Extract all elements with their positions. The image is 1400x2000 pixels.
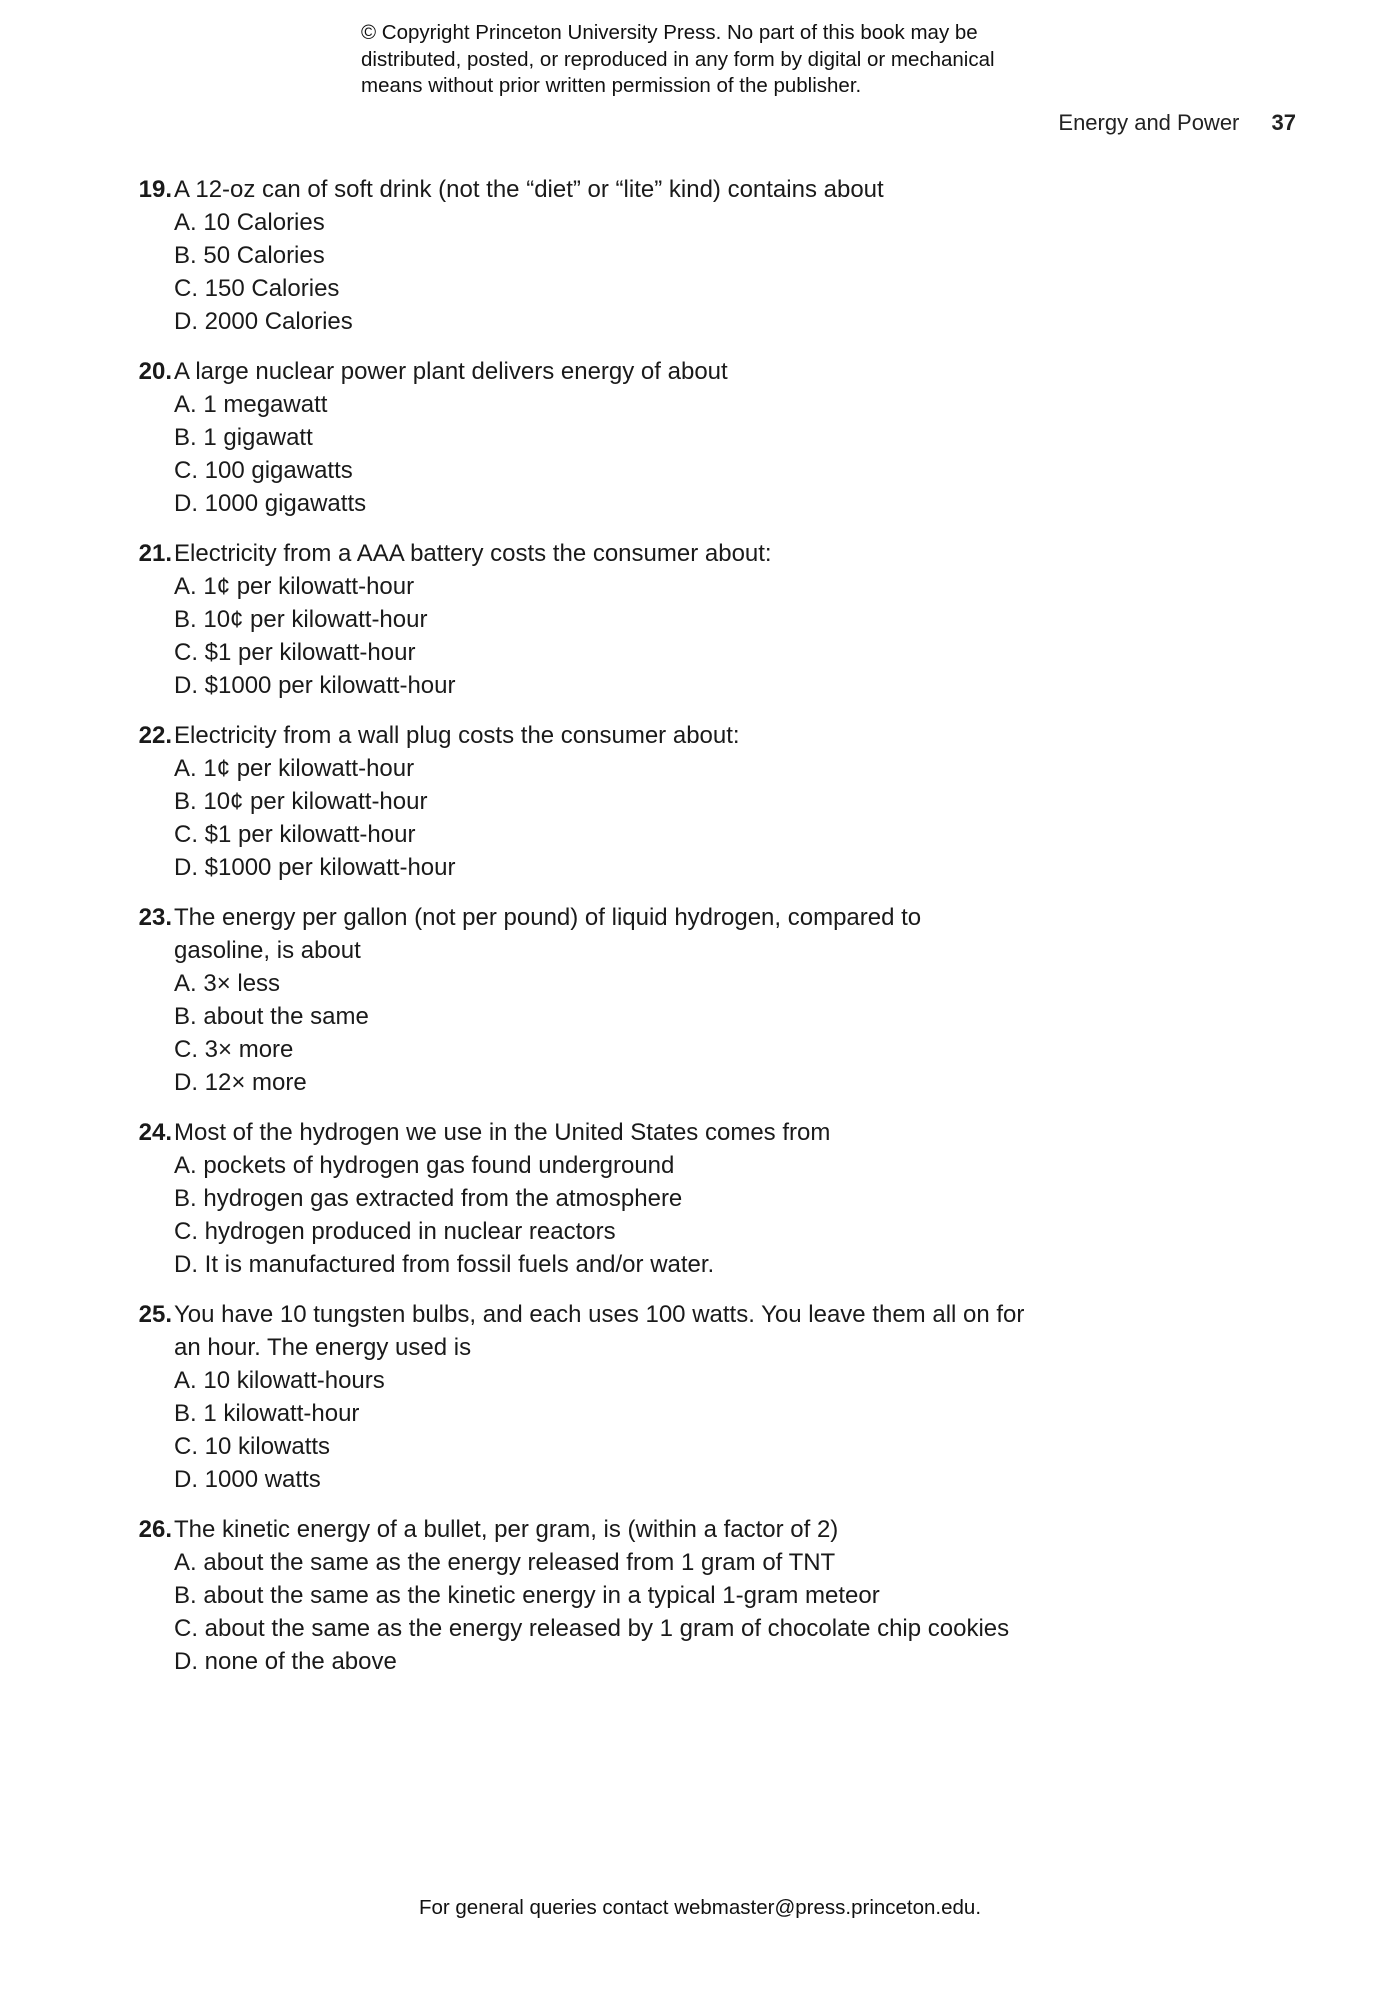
question-number: 24. (138, 1119, 172, 1146)
answer-option: C. hydrogen produced in nuclear reactors (174, 1218, 616, 1245)
answer-option: B. hydrogen gas extracted from the atmosphere (174, 1185, 683, 1212)
answer-option: A. 10 Calories (174, 209, 325, 236)
question-stem: an hour. The energy used is (174, 1334, 472, 1361)
answer-option: D. It is manufactured from fossil fuels and/or water. (174, 1251, 715, 1278)
running-head (1058, 110, 1296, 136)
question-item (132, 1298, 1092, 1496)
copyright-notice (361, 20, 1081, 100)
question-number: 23. (138, 904, 172, 931)
question-stem: Electricity from a wall plug costs the consumer about: (174, 722, 740, 749)
question-number: 19. (138, 176, 172, 203)
question-item (132, 173, 1092, 338)
answer-option: B. 10¢ per kilowatt-hour (174, 606, 428, 633)
question-stem: The kinetic energy of a bullet, per gram, is (within a factor of 2) (174, 1516, 839, 1543)
copyright-line: means without prior written permission of the publisher. (361, 74, 862, 97)
question-number: 25. (138, 1301, 172, 1328)
question-list (132, 173, 1092, 1695)
answer-option: A. 1¢ per kilowatt-hour (174, 755, 415, 782)
question-stem: A large nuclear power plant delivers energy of about (174, 358, 728, 385)
question-stem: A 12-oz can of soft drink (not the “diet” or “lite” kind) contains about (174, 176, 884, 203)
question-item (132, 537, 1092, 702)
answer-option: C. $1 per kilowatt-hour (174, 639, 416, 666)
question-stem: The energy per gallon (not per pound) of liquid hydrogen, compared to (174, 904, 922, 931)
answer-option: D. 2000 Calories (174, 308, 353, 335)
answer-option: A. 1 megawatt (174, 391, 328, 418)
copyright-line: © Copyright Princeton University Press. No part of this book may be (361, 21, 978, 44)
answer-option: B. 1 kilowatt-hour (174, 1400, 360, 1427)
question-number: 26. (138, 1516, 172, 1543)
answer-option: C. 3× more (174, 1036, 294, 1063)
question-item (132, 719, 1092, 884)
answer-option: C. 150 Calories (174, 275, 340, 302)
answer-option: C. $1 per kilowatt-hour (174, 821, 416, 848)
question-stem: You have 10 tungsten bulbs, and each uses 100 watts. You leave them all on for (174, 1301, 1025, 1328)
answer-option: B. about the same (174, 1003, 369, 1030)
answer-option: B. about the same as the kinetic energy in a typical 1-gram meteor (174, 1582, 880, 1609)
answer-option: B. 10¢ per kilowatt-hour (174, 788, 428, 815)
chapter-title: Energy and Power (1058, 110, 1240, 135)
page-number: 37 (1271, 110, 1296, 135)
answer-option: C. 100 gigawatts (174, 457, 353, 484)
answer-option: A. 10 kilowatt-hours (174, 1367, 385, 1394)
answer-option: D. $1000 per kilowatt-hour (174, 672, 456, 699)
answer-option: D. 1000 watts (174, 1466, 321, 1493)
answer-option: C. about the same as the energy released by 1 gram of chocolate chip cookies (174, 1615, 1010, 1642)
question-stem: Most of the hydrogen we use in the United States comes from (174, 1119, 831, 1146)
answer-option: A. 3× less (174, 970, 281, 997)
answer-option: A. pockets of hydrogen gas found underground (174, 1152, 675, 1179)
answer-option: A. 1¢ per kilowatt-hour (174, 573, 415, 600)
answer-option: B. 50 Calories (174, 242, 325, 269)
answer-option: B. 1 gigawatt (174, 424, 313, 451)
question-item (132, 1116, 1092, 1281)
question-item (132, 355, 1092, 520)
answer-option: D. $1000 per kilowatt-hour (174, 854, 456, 881)
question-number: 21. (138, 540, 172, 567)
answer-option: D. 1000 gigawatts (174, 490, 367, 517)
copyright-line: distributed, posted, or reproduced in any form by digital or mechanical (361, 47, 995, 71)
question-number: 22. (138, 722, 172, 749)
answer-option: A. about the same as the energy released from 1 gram of TNT (174, 1549, 836, 1576)
answer-option: D. none of the above (174, 1648, 397, 1675)
question-item (132, 901, 1092, 1099)
footer-contact: For general queries contact webmaster@press.princeton.edu. (418, 1896, 982, 1919)
question-stem: Electricity from a AAA battery costs the consumer about: (174, 540, 772, 567)
question-stem: gasoline, is about (174, 937, 361, 964)
question-item (132, 1513, 1092, 1678)
answer-option: D. 12× more (174, 1069, 307, 1096)
answer-option: C. 10 kilowatts (174, 1433, 331, 1460)
question-number: 20. (138, 358, 172, 385)
